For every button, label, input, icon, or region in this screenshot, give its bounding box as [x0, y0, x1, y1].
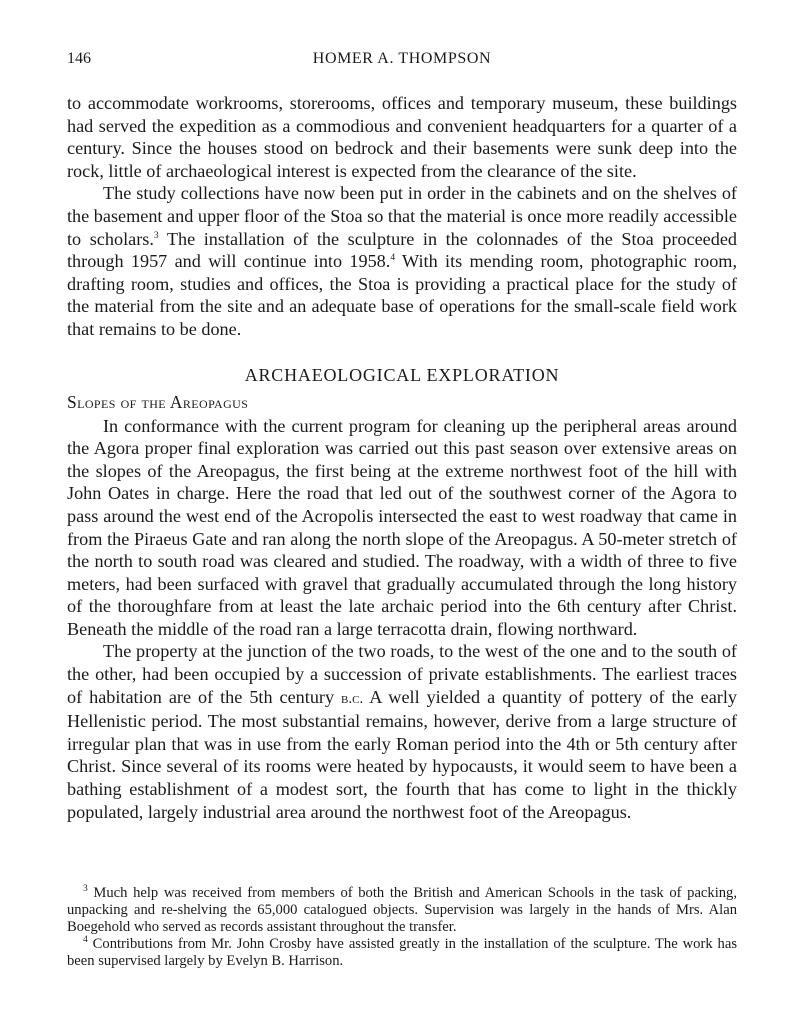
paragraph — [67, 415, 737, 641]
footnote-mark: 4 — [83, 935, 88, 946]
footnote — [67, 936, 737, 970]
footnote-text: Contributions from Mr. John Crosby have assisted greatly in the installation of the sculpture. The work has been supervised largely by Evelyn B. Harrison. — [67, 936, 737, 969]
paragraph-text: With its mending room, photographic room, drafting room, studies and offices, the Stoa is providing a practical place for the study of the material from the site and an adequate base of operations for the small-scale field work that remains to be done. — [67, 251, 737, 339]
footnote-reference[interactable]: 3 — [153, 230, 159, 241]
paragraph-text: The installation of the sculpture in the colonnades of the Stoa proceeded through 1957 and will continue into 1958. — [67, 228, 737, 272]
paragraph-text: In conformance with the current program for cleaning up the peripheral areas around the Agora proper final exploration was carried out this past season over extensive areas on the slopes of the Areopagus, the first being at the extreme northwest foot of the hill with John Oates in charge. Here the road that led out of the southwest corner of the Agora to pass around the west end of the Acropolis intersected the east to west roadway that came in from the Piraeus Gate and ran along the north slope of the Areopagus. A 50-meter stretch of the north to south road was cleared and studied. The roadway, with a width of three to five meters, had been surfaced with gravel that gradually accumulated through the long history of the thoroughfare from at least the late archaic period into the 6th century after Christ. Beneath the middle of the road ran a large terracotta drain, flowing northward. — [67, 415, 737, 639]
subsection-heading: Slopes of the Areopagus — [67, 391, 249, 412]
body-text — [67, 92, 737, 823]
footnote-mark: 3 — [83, 884, 88, 895]
section-heading: ARCHAEOLOGICAL EXPLORATION — [244, 364, 560, 385]
running-head: HOMER A. THOMPSON — [312, 50, 492, 67]
page-number: 146 — [67, 50, 91, 67]
paragraph — [67, 92, 737, 182]
paragraph — [67, 640, 737, 823]
footnote-reference[interactable]: 4 — [390, 253, 396, 264]
paragraph-text: to accommodate workrooms, storerooms, offices and temporary museum, these buildings had served the expedition as a commodious and convenient headquarters for a quarter of a century. Since the houses stood on bedrock and their basements were sunk deep into the rock, little of archaeological interest is expected from the clearance of the site. — [67, 93, 737, 181]
footnote-text: Much help was received from members of both the British and American Schools in the task of packing, unpacking and re-shelving the 65,000 catalogued objects. Supervision was largely in the hands of Mrs. Alan Boegehold who served as records assistant throughout the transfer. — [67, 885, 737, 935]
paragraph-text: A well yielded a quantity of pottery of the early Hellenistic period. The most substantial remains, however, derive from a large structure of irregular plan that was in use from the early Roman period into the 4th or 5th century after Christ. Since several of its rooms were heated by hypocausts, it would seem to have been a bathing establishment of a modest sort, the fourth that has come to light in the thickly populated, largely industrial area around the northwest foot of the Areopagus. — [67, 686, 737, 822]
paragraph-text: The study collections have now been put in order in the cabinets and on the shelves of the basement and upper floor of the Stoa so that the material is once more readily accessible to scholars. — [67, 183, 737, 249]
era-abbreviation: b.c. — [341, 690, 364, 707]
footnote — [67, 885, 737, 936]
page-header — [67, 50, 737, 72]
paragraph — [67, 182, 737, 340]
paragraph-text: The property at the junction of the two roads, to the west of the one and to the south of the other, had been occupied by a succession of private establishments. The earliest traces of habitation are of the 5th century — [67, 641, 737, 707]
footnotes — [67, 885, 737, 970]
